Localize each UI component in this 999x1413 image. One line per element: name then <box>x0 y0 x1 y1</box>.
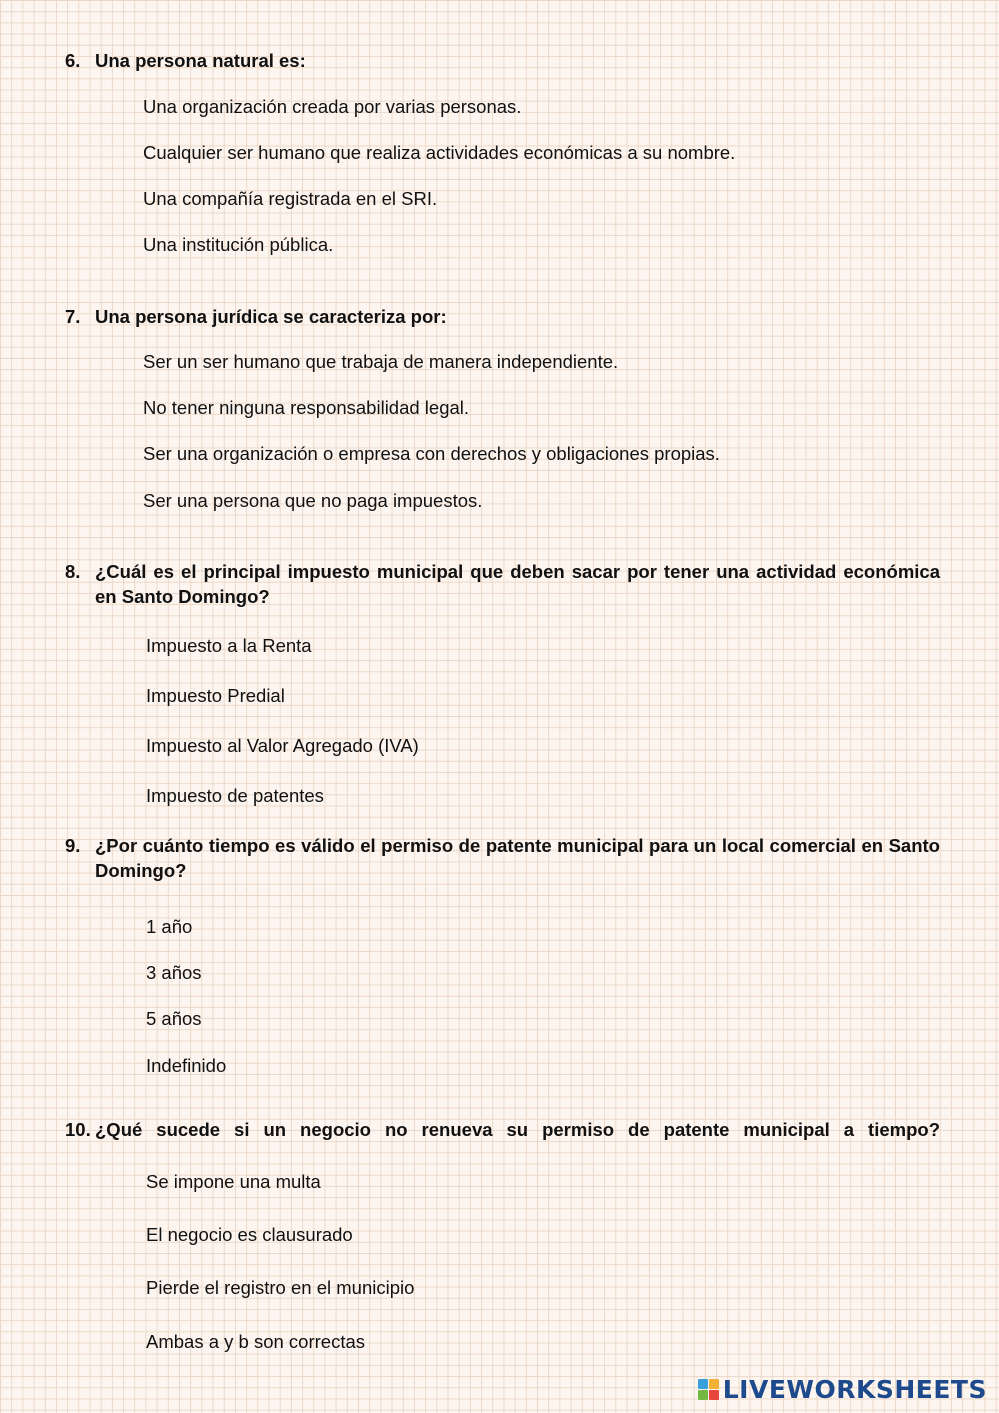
liveworksheets-logo[interactable] <box>698 1374 987 1404</box>
option-9-3[interactable]: 5 años <box>146 1008 202 1029</box>
option-8-4[interactable]: Impuesto de patentes <box>146 785 324 806</box>
option-10-3[interactable]: Pierde el registro en el municipio <box>146 1277 415 1298</box>
logo-text: LIVEWORKSHEETS <box>722 1374 987 1404</box>
question-number: 7. <box>65 306 81 327</box>
question-number: 9. <box>65 835 81 856</box>
option-6-3[interactable]: Una compañía registrada en el SRI. <box>143 188 438 209</box>
option-9-4[interactable]: Indefinido <box>146 1055 227 1076</box>
logo-square-icon <box>698 1390 708 1400</box>
option-6-1[interactable]: Una organización creada por varias personas. <box>143 96 522 117</box>
question-text: ¿Por cuánto tiempo es válido el permiso de patente municipal para un local comercial en Santo Domingo? <box>95 835 940 881</box>
question-8 <box>65 559 940 609</box>
option-10-4[interactable]: Ambas a y b son correctas <box>146 1331 366 1352</box>
option-7-2[interactable]: No tener ninguna responsabilidad legal. <box>143 397 470 418</box>
question-text: Una persona natural es: <box>95 50 306 71</box>
option-10-1[interactable]: Se impone una multa <box>146 1171 321 1192</box>
question-10 <box>65 1117 940 1142</box>
option-7-1[interactable]: Ser un ser humano que trabaja de manera independiente. <box>143 351 619 372</box>
option-6-2[interactable]: Cualquier ser humano que realiza actividades económicas a su nombre. <box>143 142 736 163</box>
question-7 <box>65 304 940 329</box>
option-8-2[interactable]: Impuesto Predial <box>146 685 285 706</box>
question-number: 8. <box>65 561 81 582</box>
option-9-2[interactable]: 3 años <box>146 962 202 983</box>
logo-square-icon <box>709 1379 719 1389</box>
option-7-3[interactable]: Ser una organización o empresa con derechos y obligaciones propias. <box>143 443 720 464</box>
question-text: ¿Qué sucede si un negocio no renueva su permiso de patente municipal a tiempo? <box>95 1119 940 1140</box>
question-text: Una persona jurídica se caracteriza por: <box>95 306 447 327</box>
option-9-1[interactable]: 1 año <box>146 916 193 937</box>
option-6-4[interactable]: Una institución pública. <box>143 234 334 255</box>
question-6 <box>65 48 940 73</box>
option-8-3[interactable]: Impuesto al Valor Agregado (IVA) <box>146 735 419 756</box>
question-number: 6. <box>65 50 81 71</box>
question-number: 10. <box>65 1119 91 1140</box>
liveworksheets-logo-icon <box>698 1378 720 1400</box>
option-7-4[interactable]: Ser una persona que no paga impuestos. <box>143 490 483 511</box>
option-10-2[interactable]: El negocio es clausurado <box>146 1224 353 1245</box>
logo-square-icon <box>698 1379 708 1389</box>
question-9 <box>65 833 940 883</box>
option-8-1[interactable]: Impuesto a la Renta <box>146 635 312 656</box>
question-text: ¿Cuál es el principal impuesto municipal que deben sacar por tener una actividad económica en Santo Domingo? <box>95 561 940 607</box>
logo-square-icon <box>709 1390 719 1400</box>
